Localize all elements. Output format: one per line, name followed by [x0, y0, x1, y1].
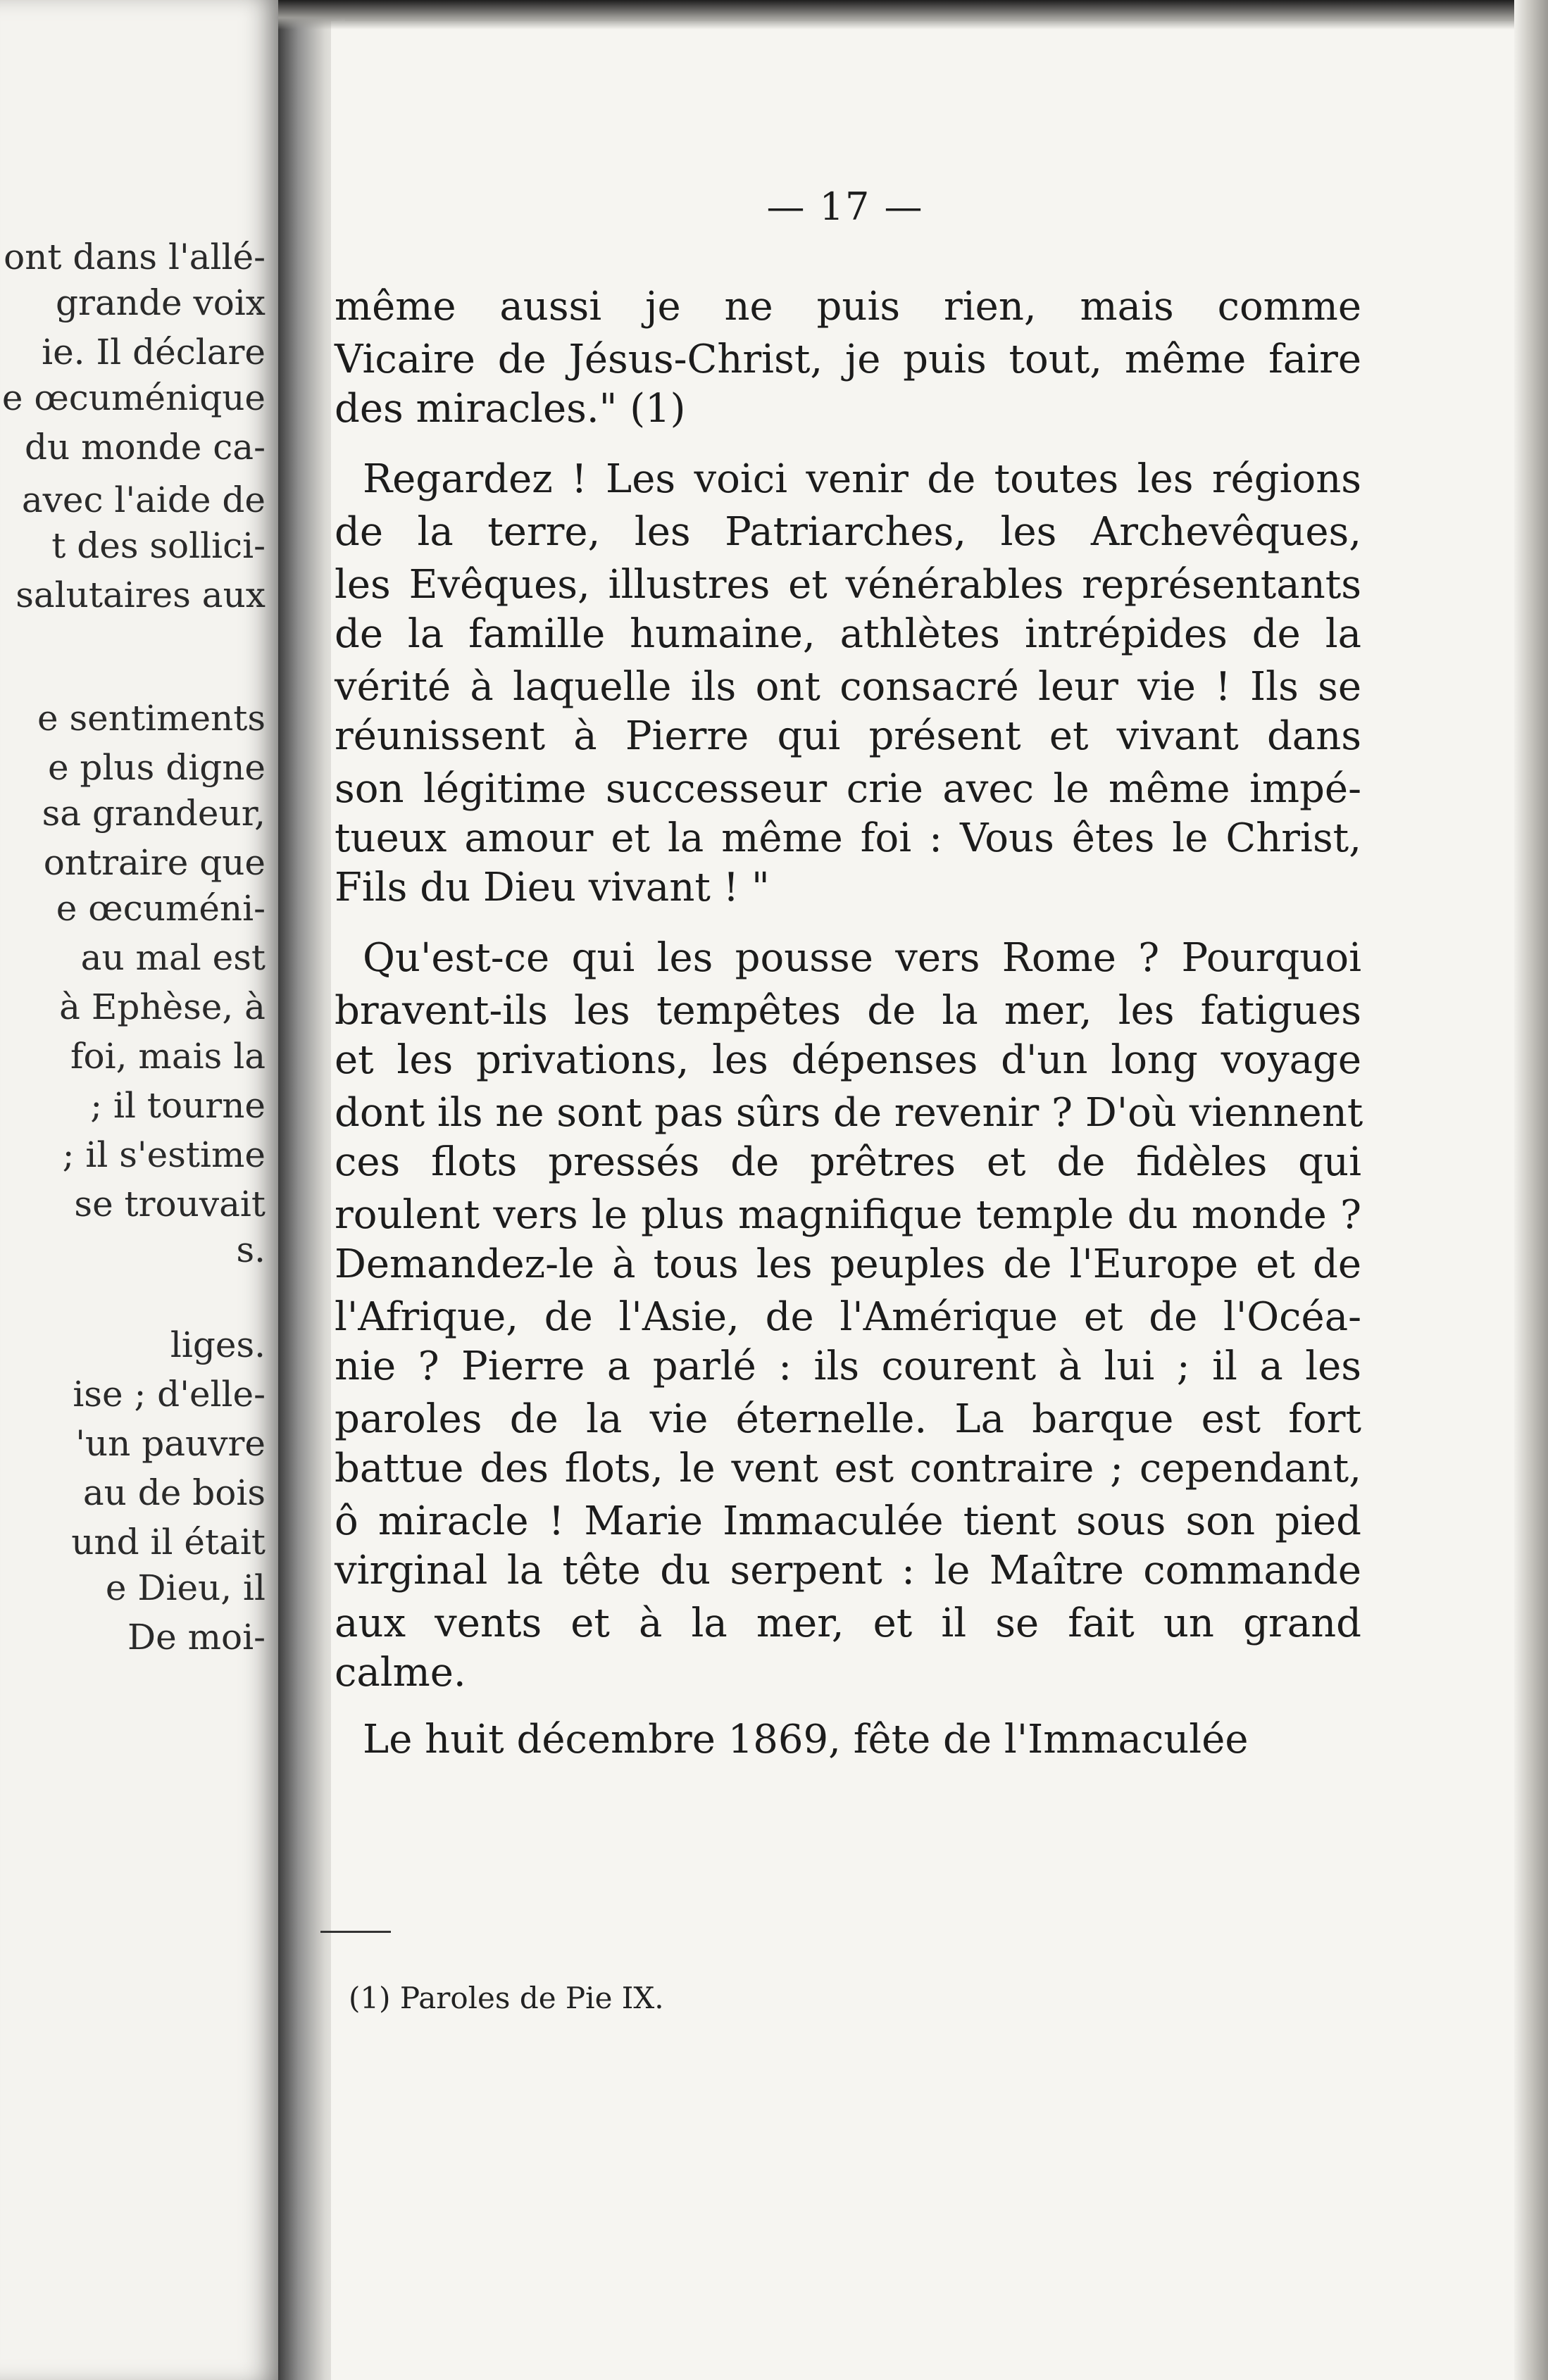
left-page-line: avec l'aide de: [21, 480, 266, 520]
left-page-line: ; il s'estime: [62, 1134, 266, 1175]
body-text-line: tueux amour et la même foi : Vous êtes le Christ,: [335, 815, 1361, 861]
body-text-line: ô miracle ! Marie Immaculée tient sous son pied: [335, 1498, 1361, 1544]
left-page-line: e œcuménique: [1, 377, 266, 418]
body-text-line: des miracles." (1): [335, 386, 686, 432]
left-page-line: t des sollici-: [51, 525, 266, 566]
body-text-line: Regardez ! Les voici venir de toutes les régions: [363, 456, 1361, 502]
left-page-line: se trouvait: [74, 1184, 266, 1225]
left-page-line: De moi-: [127, 1617, 266, 1658]
left-page-line: e plus digne: [47, 747, 266, 788]
left-page-line: au mal est: [80, 937, 266, 978]
body-text-line: Demandez-le à tous les peuples de l'Europe et de: [335, 1241, 1361, 1287]
body-text-line: battue des flots, le vent est contraire ; cependant,: [335, 1446, 1361, 1491]
body-text-line: même aussi je ne puis rien, mais comme: [335, 284, 1361, 330]
left-page-line: grande voix: [56, 282, 266, 323]
left-page-line: ie. Il déclare: [42, 332, 266, 372]
left-page-line: sa grandeur,: [42, 793, 266, 834]
body-text-line: aux vents et à la mer, et il se fait un grand: [335, 1601, 1361, 1646]
body-text-line: de la terre, les Patriarches, les Archevêques,: [335, 509, 1361, 555]
footnote: (1) Paroles de Pie IX.: [349, 1981, 664, 2015]
left-page-line: ont dans l'allé-: [4, 237, 266, 277]
body-text-line: réunissent à Pierre qui présent et vivant dans: [335, 713, 1361, 759]
body-text-line: paroles de la vie éternelle. La barque est fort: [335, 1396, 1361, 1442]
left-page-line: 'un pauvre: [75, 1423, 266, 1464]
left-page-line: foi, mais la: [70, 1036, 266, 1077]
left-page-line: liges.: [170, 1324, 266, 1365]
left-page-line: s.: [236, 1229, 266, 1270]
left-page-line: ontraire que: [43, 842, 266, 883]
left-page-line: e œcuméni-: [56, 888, 266, 929]
body-text-line: virginal la tête du serpent : le Maître commande: [335, 1548, 1361, 1593]
body-text-line: les Evêques, illustres et vénérables représentants: [335, 562, 1361, 608]
footnote-rule: [320, 1931, 391, 1933]
scan-top-edge: [278, 0, 1548, 30]
left-page-line: ise ; d'elle-: [73, 1374, 266, 1415]
body-text-line: calme.: [335, 1650, 466, 1696]
body-text-line: et les privations, les dépenses d'un long voyage: [335, 1037, 1361, 1083]
body-text-line: Fils du Dieu vivant ! ": [335, 865, 770, 910]
body-text-line: roulent vers le plus magnifique temple du monde ?: [335, 1192, 1361, 1238]
left-page-line: e sentiments: [37, 698, 266, 739]
left-page: [0, 0, 278, 2380]
page-edge: [1514, 0, 1548, 2380]
body-text-line: dont ils ne sont pas sûrs de revenir ? D'où viennent: [335, 1090, 1363, 1136]
body-text-line: Qu'est-ce qui les pousse vers Rome ? Pourquoi: [363, 935, 1361, 981]
body-text-line: son légitime successeur crie avec le même impé-: [335, 766, 1361, 812]
left-page-line: e Dieu, il: [105, 1567, 266, 1608]
left-page-line: salutaires aux: [15, 575, 266, 615]
left-page-line: du monde ca-: [24, 427, 266, 468]
body-text-line: l'Afrique, de l'Asie, de l'Amérique et de l'Océa-: [335, 1294, 1361, 1340]
body-text-line: de la famille humaine, athlètes intrépides de la: [335, 611, 1361, 657]
left-page-line: ; il tourne: [90, 1085, 266, 1126]
body-text-line: vérité à laquelle ils ont consacré leur vie ! Ils se: [335, 664, 1361, 710]
body-text-line: Le huit décembre 1869, fête de l'Immaculée: [363, 1717, 1249, 1762]
page-number: — 17 —: [766, 184, 924, 229]
left-page-line: au de bois: [82, 1472, 266, 1513]
body-text-line: ces flots pressés de prêtres et de fidèles qui: [335, 1139, 1361, 1185]
left-page-line: à Ephèse, à: [59, 987, 266, 1027]
body-text-line: Vicaire de Jésus-Christ, je puis tout, même faire: [335, 337, 1361, 382]
body-text-line: nie ? Pierre a parlé : ils courent à lui ; il a les: [335, 1344, 1361, 1389]
body-text-line: bravent-ils les tempêtes de la mer, les fatigues: [335, 988, 1361, 1034]
left-page-line: und il était: [71, 1522, 266, 1562]
